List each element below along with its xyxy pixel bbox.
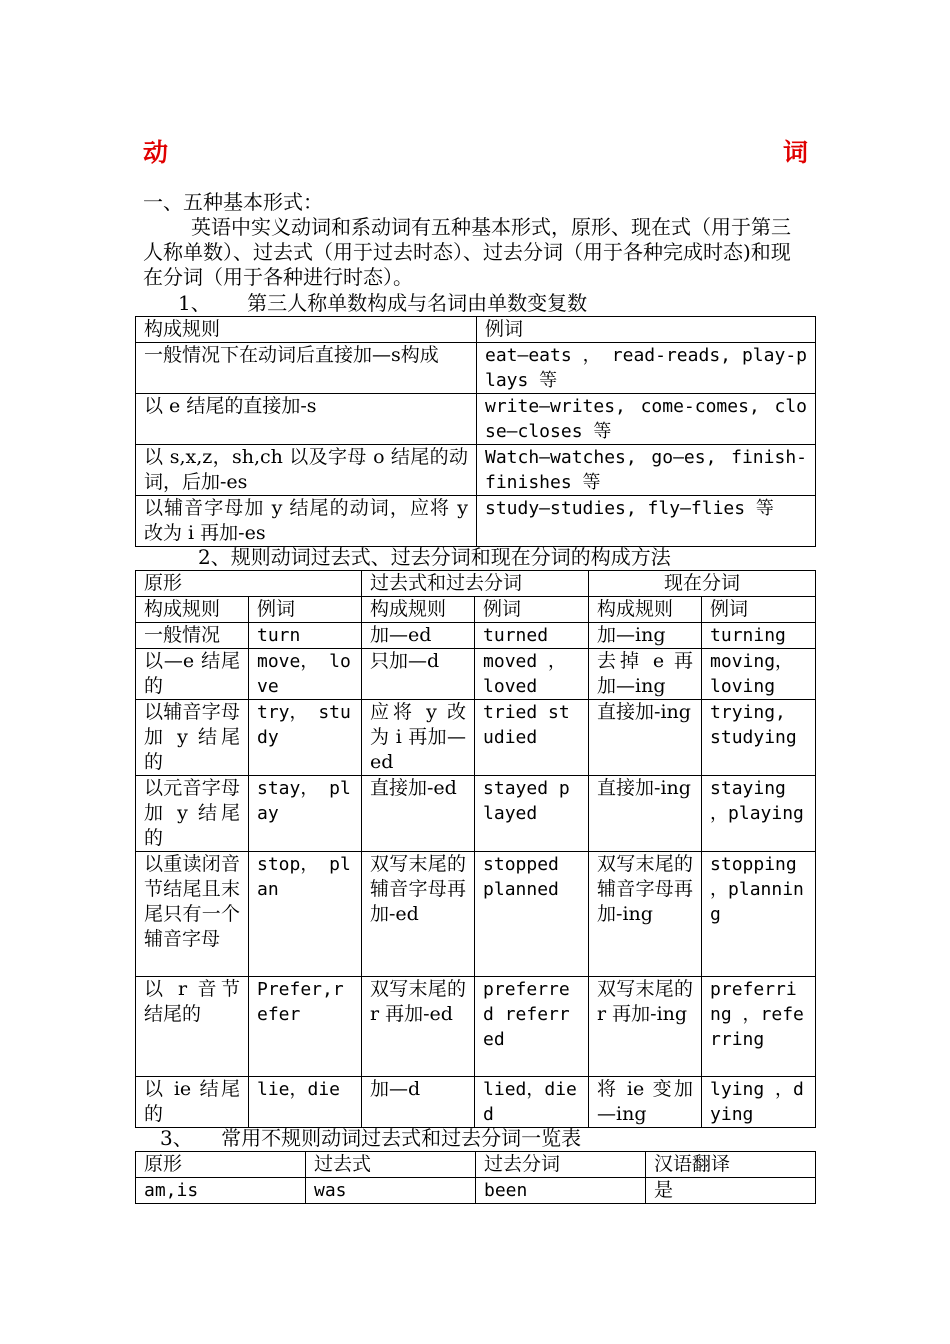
title-left-char: 动: [143, 138, 169, 167]
table-cell: trying, studying: [702, 700, 816, 776]
table-header-cell: 构成规则: [589, 597, 702, 623]
table-cell: move， love: [249, 649, 362, 700]
table-header-cell: 例词: [477, 317, 816, 343]
sub1-number: 1、: [178, 291, 211, 315]
table-cell: 只加—d: [362, 649, 475, 700]
table-row: [136, 1077, 816, 1128]
table-cell: 以 r 音节结尾的: [136, 977, 249, 1077]
table-row: [136, 496, 816, 547]
table-row: [136, 394, 816, 445]
table-cell: stayed played: [475, 776, 589, 852]
table-cell: stopping ，planning: [702, 852, 816, 977]
table-cell: 以—e 结尾的: [136, 649, 249, 700]
table-header-cell: 构成规则: [136, 597, 249, 623]
table-cell: am,is: [136, 1178, 306, 1204]
table-cell: eat—eats ， read-reads, play-plays 等: [477, 343, 816, 394]
table-cell: 以 e 结尾的直接加-s: [136, 394, 477, 445]
table-group-header-row: [136, 571, 816, 597]
table-cell: moving， loving: [702, 649, 816, 700]
table-cell: lied，died: [475, 1077, 589, 1128]
table-cell: tried studied: [475, 700, 589, 776]
table-cell: write—writes, come-comes, close—closes 等: [477, 394, 816, 445]
table-header-cell: 原形: [136, 571, 362, 597]
table-row: [136, 700, 816, 776]
table-header-cell: 构成规则: [136, 317, 477, 343]
table-cell: 将 ie 变加—ing: [589, 1077, 702, 1128]
section1-paragraph: 英语中实义动词和系动词有五种基本形式，原形、现在式（用于第三人称单数）、过去式（用于过去时态）、过去分词（用于各种完成时态)和现在分词（用于各种进行时态）。: [143, 215, 791, 289]
table-header-cell: 过去式: [306, 1152, 476, 1178]
table-cell: lying ，dying: [702, 1077, 816, 1128]
table-row: [136, 977, 816, 1077]
sub2-heading: 2、规则动词过去式、过去分词和现在分词的构成方法: [198, 545, 671, 569]
table-header-cell: 例词: [702, 597, 816, 623]
table-cell: stopped planned: [475, 852, 589, 977]
table-header-cell: 例词: [249, 597, 362, 623]
table-row: [136, 852, 816, 977]
table-cell: Prefer,refer: [249, 977, 362, 1077]
table-cell: try， study: [249, 700, 362, 776]
table-cell: 以辅音字母加 y 结尾的动词，应将 y 改为 i 再加-es: [136, 496, 477, 547]
sub1-heading: [178, 291, 587, 316]
table-cell: 去掉 e 再加—ing: [589, 649, 702, 700]
table-cell: moved ， loved: [475, 649, 589, 700]
table-cell: turned: [475, 623, 589, 649]
table-cell: stop， plan: [249, 852, 362, 977]
table-cell: 加—ing: [589, 623, 702, 649]
table-cell: been: [476, 1178, 646, 1204]
table-cell: 双写末尾的辅音字母再加-ing: [589, 852, 702, 977]
title-right-char: 词: [782, 138, 808, 167]
table-regular-verbs: [135, 570, 816, 1128]
table-row: [136, 1178, 816, 1204]
table-cell: study—studies, fly—flies 等: [477, 496, 816, 547]
sub3-title: 常用不规则动词过去式和过去分词一览表: [221, 1126, 582, 1150]
table-cell: 直接加-ing: [589, 776, 702, 852]
table-header-cell: 构成规则: [362, 597, 475, 623]
sub3-number: 3、: [160, 1126, 193, 1150]
table-row: [136, 649, 816, 700]
table-cell: stay， play: [249, 776, 362, 852]
table-cell: turn: [249, 623, 362, 649]
section1-heading: 一、五种基本形式：: [143, 190, 323, 214]
table-cell: 一般情况下在动词后直接加—s构成: [136, 343, 477, 394]
table-cell: 加—d: [362, 1077, 475, 1128]
table-header-cell: 原形: [136, 1152, 306, 1178]
table-header-cell: 例词: [475, 597, 589, 623]
table-cell: turning: [702, 623, 816, 649]
table-cell: 是: [646, 1178, 816, 1204]
table-header-cell: 现在分词: [589, 571, 816, 597]
table-cell: 直接加-ing: [589, 700, 702, 776]
table-cell: staying ，playing: [702, 776, 816, 852]
table-cell: 双写末尾的 r 再加-ing: [589, 977, 702, 1077]
table-header-row: [136, 317, 816, 343]
table-cell: 以重读闭音节结尾且末尾只有一个辅音字母: [136, 852, 249, 977]
table-header-cell: 过去式和过去分词: [362, 571, 589, 597]
table-cell: 加—ed: [362, 623, 475, 649]
table-irregular-verbs: [135, 1151, 816, 1204]
table-row: [136, 445, 816, 496]
table-subheader-row: [136, 597, 816, 623]
table-header-cell: 汉语翻译: [646, 1152, 816, 1178]
table-cell: preferring ，referring: [702, 977, 816, 1077]
table-cell: preferred referred: [475, 977, 589, 1077]
table-third-person: [135, 316, 816, 547]
table-cell: Watch—watches, go—es, finish-finishes 等: [477, 445, 816, 496]
table-cell: 以 s,x,z，sh,ch 以及字母 o 结尾的动词，后加-es: [136, 445, 477, 496]
page-title: [143, 133, 808, 165]
table-header-cell: 过去分词: [476, 1152, 646, 1178]
table-row: [136, 776, 816, 852]
table-cell: 双写末尾的辅音字母再加-ed: [362, 852, 475, 977]
table-row: [136, 623, 816, 649]
table-header-row: [136, 1152, 816, 1178]
table-cell: 应将 y 改为 i 再加—ed: [362, 700, 475, 776]
table-cell: was: [306, 1178, 476, 1204]
table-cell: 一般情况: [136, 623, 249, 649]
table-cell: 以元音字母加 y 结尾的: [136, 776, 249, 852]
table-row: [136, 343, 816, 394]
table-cell: 以 ie 结尾的: [136, 1077, 249, 1128]
table-cell: lie，die: [249, 1077, 362, 1128]
table-cell: 直接加-ed: [362, 776, 475, 852]
table-cell: 双写末尾的 r 再加-ed: [362, 977, 475, 1077]
sub3-heading: [160, 1126, 581, 1151]
table-cell: 以辅音字母加 y 结尾的: [136, 700, 249, 776]
sub1-title: 第三人称单数构成与名词由单数变复数: [247, 291, 588, 315]
